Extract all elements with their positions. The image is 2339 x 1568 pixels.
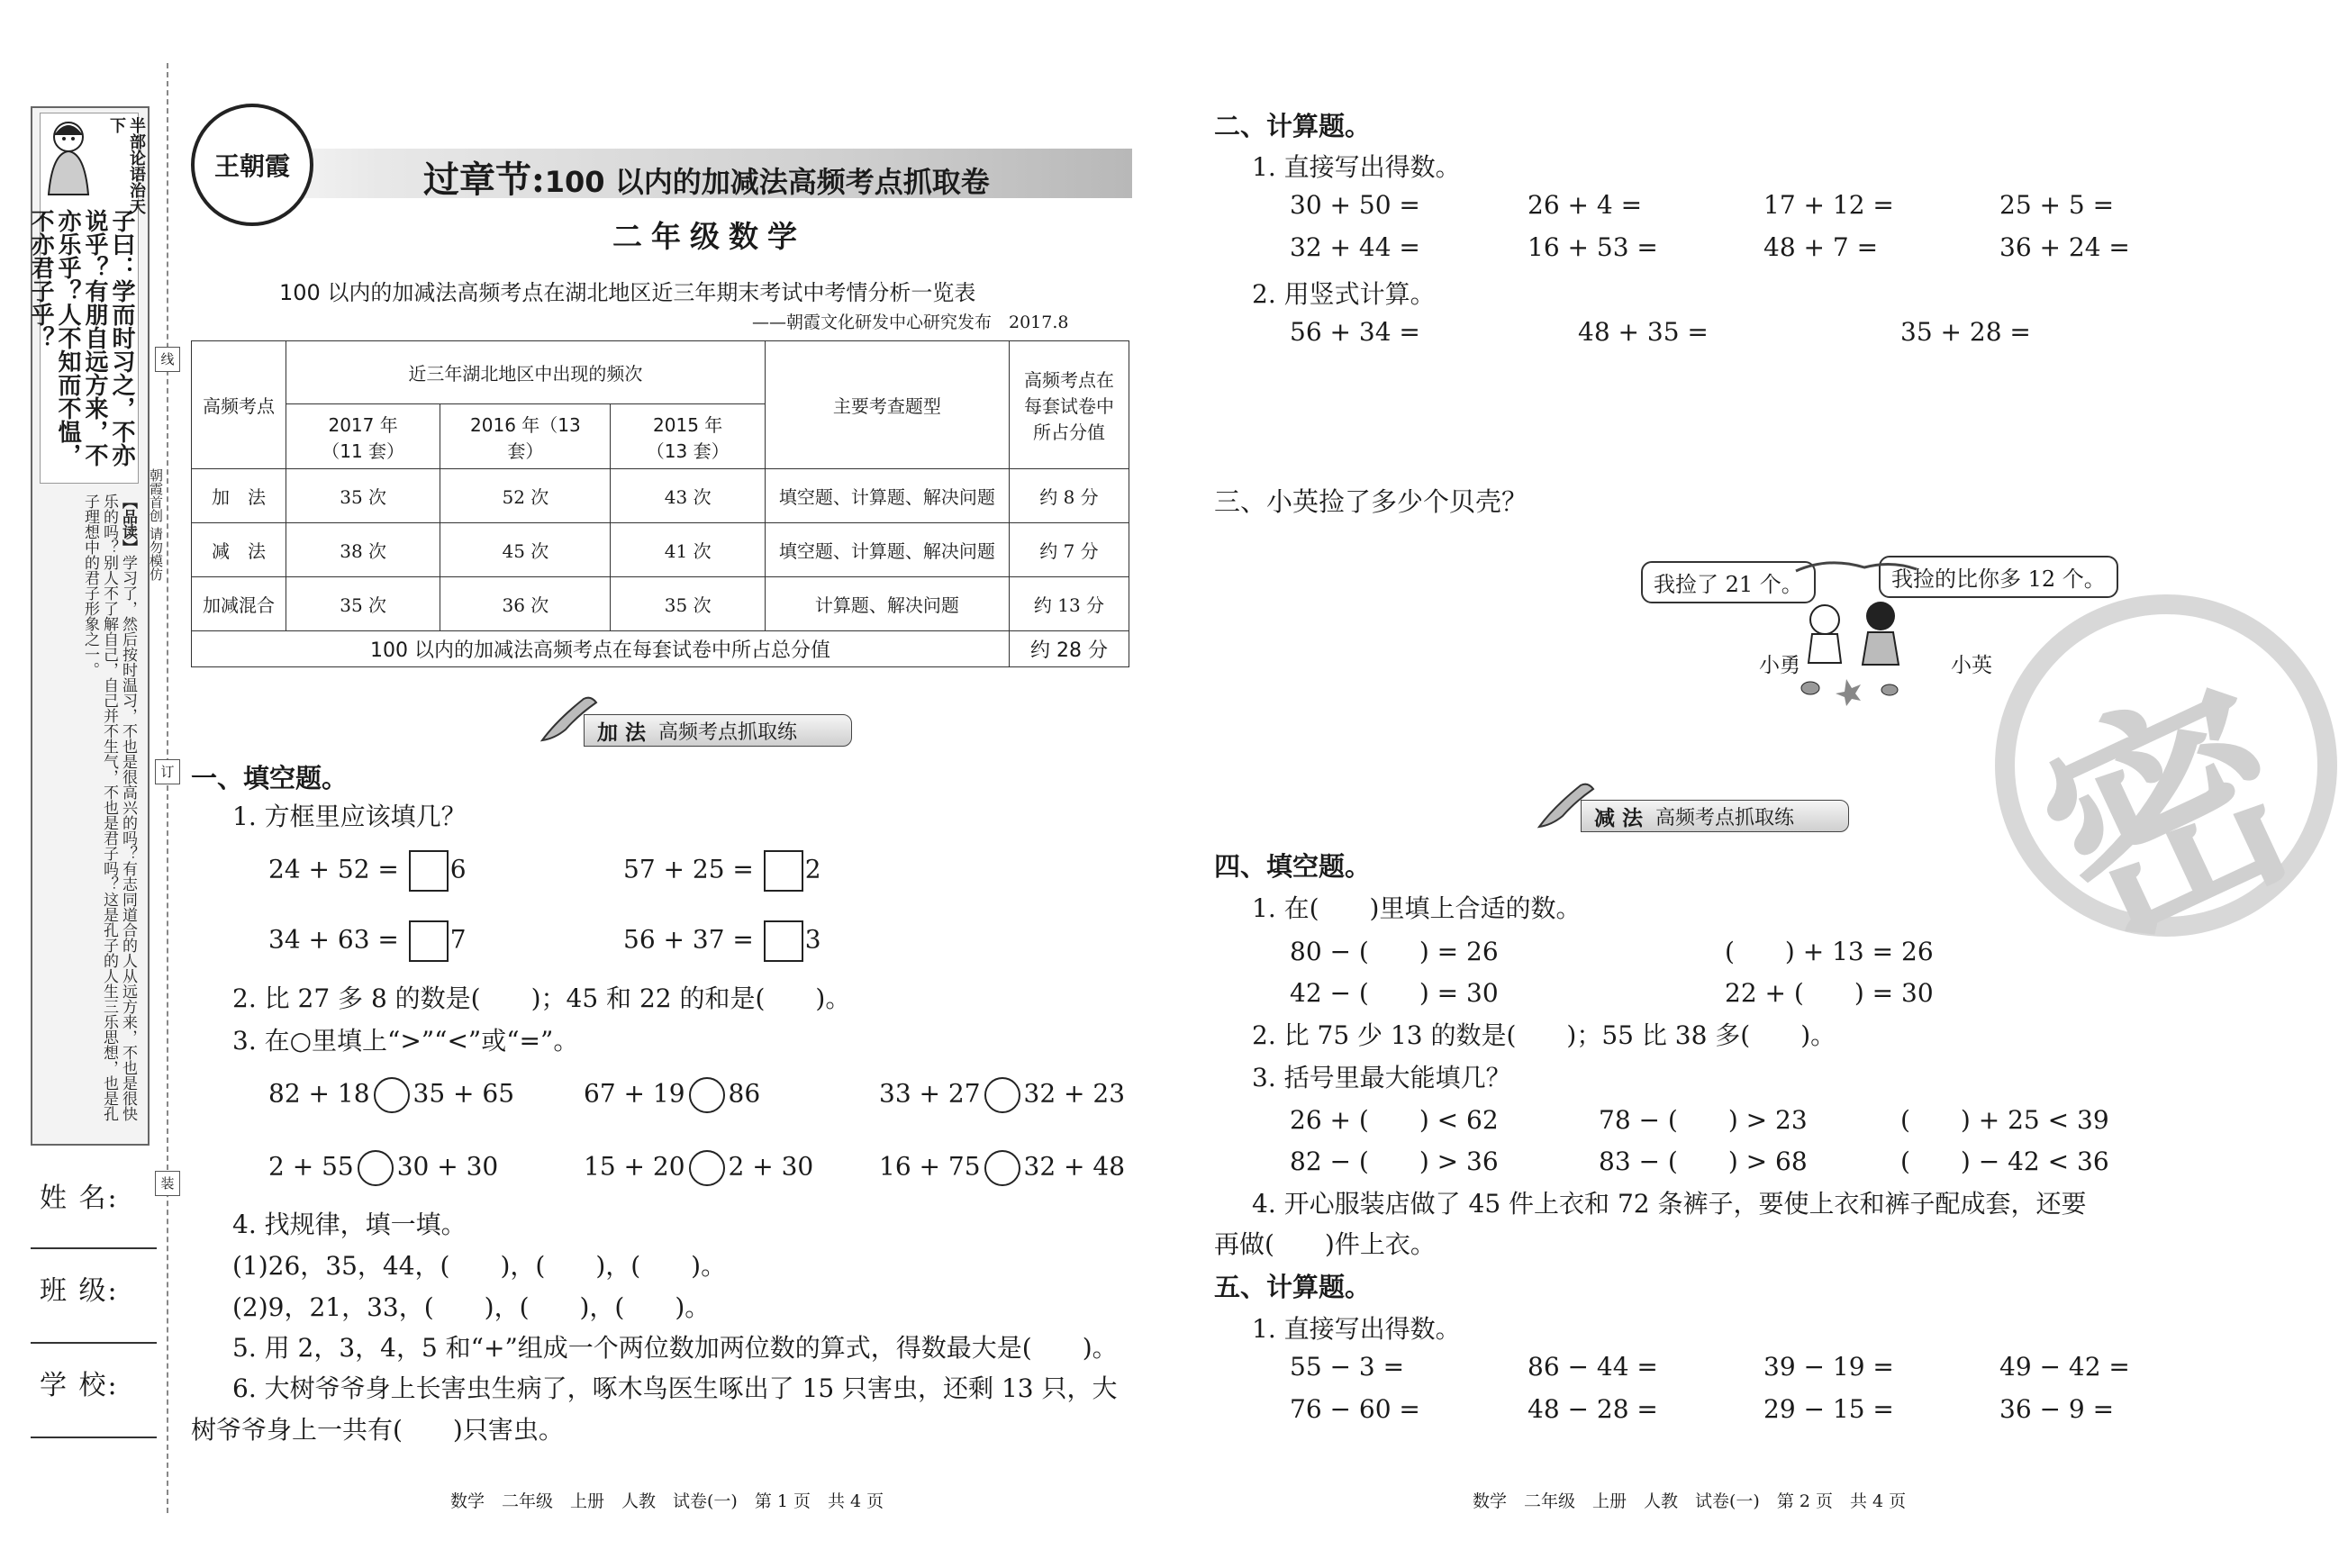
row-2015: 41 次: [611, 523, 765, 577]
speech-bubble-right: 我捡的比你多 12 个。: [1879, 556, 2118, 598]
q3-item: [268, 1150, 498, 1186]
table-row: [192, 577, 1129, 631]
calc-item: 55 − 3 =: [1290, 1352, 1405, 1382]
q1-expr: 57 + 25 =: [623, 854, 754, 884]
compare-circle[interactable]: [984, 1077, 1020, 1113]
row-types: 填空题、计算题、解决问题: [765, 523, 1009, 577]
q3-right: 32 + 48: [1023, 1151, 1126, 1182]
q3-item: [268, 1077, 514, 1113]
year-2015: 2015 年（13 套）: [611, 404, 765, 469]
table-title: 100 以内的加减法高频考点在湖北地区近三年期末考试中考情分析一览表: [279, 280, 976, 305]
q1-item: [268, 920, 467, 962]
d1-prompt: 1. 直接写出得数。: [1252, 1314, 1461, 1344]
q4-part-a: (1)26，35，44，( )，( )，( )。: [232, 1251, 727, 1281]
pill-text: 高频考点抓取练: [1655, 806, 1795, 829]
q4-prompt: 4. 找规律，填一填。: [232, 1210, 467, 1239]
row-topic: 加 法: [192, 469, 286, 523]
row-score: 约 13 分: [1009, 577, 1129, 631]
table-row: [192, 523, 1129, 577]
q1-digit: 7: [449, 924, 467, 955]
f4-line2: 再做( )件上衣。: [1214, 1229, 1436, 1259]
fill-item: 80 − ( ) = 26: [1290, 937, 1499, 966]
vertical-calc-item: 56 + 34 =: [1290, 317, 1420, 347]
q1-digit: 2: [804, 854, 821, 884]
c1-prompt: 1. 直接写出得数。: [1252, 152, 1461, 182]
q5-prompt: 5. 用 2，3，4，5 和“+”组成一个两位数加两位数的算式，得数最大是( )。: [232, 1333, 1118, 1363]
school-label: 学 校:: [40, 1370, 119, 1401]
answer-box[interactable]: [764, 850, 803, 892]
children-beach-illustration: [1792, 557, 1918, 701]
col-freq-group: 近三年湖北地区中出现的频次: [286, 341, 765, 404]
q3-right: 86: [728, 1078, 761, 1109]
total-label: 100 以内的加减法高频考点在每套试卷中所占总分值: [192, 631, 1010, 667]
q1-expr: 24 + 52 =: [268, 854, 399, 884]
section-pill-addition: [584, 714, 852, 747]
speech-bubble-left: 我捡了 21 个。: [1641, 561, 1816, 603]
page1-footer: 数学 二年级 上册 人教 试卷(一) 第 1 页 共 4 页: [450, 1491, 884, 1511]
compare-circle[interactable]: [689, 1077, 725, 1113]
fill-item: ( ) + 13 = 26: [1725, 937, 1934, 966]
section-4-title: 四、填空题。: [1214, 851, 1372, 882]
subject-grade: 二年级数学: [612, 219, 806, 254]
calc-item: 39 − 19 =: [1763, 1352, 1894, 1382]
copyright-note: 朝霞首创 请勿模仿: [148, 468, 164, 581]
vertical-calc-item: 48 + 35 =: [1578, 317, 1709, 347]
row-types: 填空题、计算题、解决问题: [765, 469, 1009, 523]
title-colon: :: [531, 159, 545, 201]
fill-item: 42 − ( ) = 30: [1290, 978, 1499, 1008]
ineq-item: ( ) − 42 < 36: [1900, 1147, 2109, 1176]
f3-prompt: 3. 括号里最大能填几？: [1252, 1063, 1511, 1092]
ineq-item: 82 − ( ) > 36: [1290, 1147, 1499, 1176]
section-3-title: 三、小英捡了多少个贝壳？: [1214, 486, 1528, 517]
row-2016: 36 次: [440, 577, 611, 631]
f4-line1: 4. 开心服装店做了 45 件上衣和 72 条裤子，要使上衣和裤子配成套，还要: [1252, 1189, 2087, 1219]
year-2017: 2017 年（11 套）: [286, 404, 440, 469]
col-score: 高频考点在每套试卷中所占分值: [1009, 341, 1129, 469]
confucius-figure: [36, 115, 101, 196]
section-1-title: 一、填空题。: [191, 763, 349, 793]
q1-item: [268, 850, 467, 892]
calc-item: 36 + 24 =: [1999, 232, 2130, 262]
q3-left: 33 + 27: [879, 1078, 981, 1109]
bind-mark-order: 订: [155, 759, 180, 784]
q3-right: 32 + 23: [1023, 1078, 1126, 1109]
ineq-item: 78 − ( ) > 23: [1599, 1105, 1808, 1135]
calc-item: 17 + 12 =: [1763, 190, 1894, 220]
reading-label: 【品读】: [119, 494, 137, 555]
q3-left: 67 + 19: [584, 1078, 685, 1109]
q6-line1: 6. 大树爷爷身上长害虫生病了，啄木鸟医生啄出了 15 只害虫，还剩 13 只，大: [232, 1373, 1118, 1403]
q3-right: 30 + 30: [396, 1151, 499, 1182]
row-2017: 35 次: [286, 577, 440, 631]
analysis-table: [191, 340, 1129, 667]
col-topic: 高频考点: [192, 341, 286, 469]
compare-circle[interactable]: [374, 1077, 410, 1113]
q1-expr: 34 + 63 =: [268, 924, 399, 955]
row-2016: 52 次: [440, 469, 611, 523]
calc-item: 48 − 28 =: [1528, 1394, 1658, 1424]
ineq-item: ( ) + 25 < 39: [1900, 1105, 2109, 1135]
name-label: 姓 名:: [40, 1183, 119, 1214]
q3-item: [584, 1150, 813, 1186]
child-name-right: 小英: [1951, 654, 1992, 677]
row-2016: 45 次: [440, 523, 611, 577]
calc-item: 36 − 9 =: [1999, 1394, 2115, 1424]
col-types: 主要考查题型: [765, 341, 1009, 469]
table-source: ——朝霞文化研发中心研究发布 2017.8: [752, 313, 1069, 332]
q3-item: [879, 1077, 1125, 1113]
calc-item: 29 − 15 =: [1763, 1394, 1894, 1424]
vertical-calc-item: 35 + 28 =: [1900, 317, 2031, 347]
page2-footer: 数学 二年级 上册 人教 试卷(一) 第 2 页 共 4 页: [1473, 1491, 1907, 1511]
f2-prompt: 2. 比 75 少 13 的数是( )；55 比 38 多( )。: [1252, 1020, 1836, 1050]
q3-left: 2 + 55: [268, 1151, 354, 1182]
title-main: 过章节: [423, 159, 531, 201]
q3-right: 35 + 65: [412, 1078, 515, 1109]
logo-text: 王朝霞: [213, 151, 290, 181]
total-value: 约 28 分: [1009, 631, 1129, 667]
answer-box[interactable]: [764, 920, 803, 962]
class-label: 班 级:: [40, 1275, 119, 1307]
q1-digit: 6: [449, 854, 467, 884]
year-2016: 2016 年（13 套）: [440, 404, 611, 469]
row-score: 约 7 分: [1009, 523, 1129, 577]
q3-left: 15 + 20: [584, 1151, 685, 1182]
row-types: 计算题、解决问题: [765, 577, 1009, 631]
answer-box[interactable]: [409, 920, 449, 962]
q3-left: 16 + 75: [879, 1151, 981, 1182]
c2-prompt: 2. 用竖式计算。: [1252, 279, 1436, 309]
calc-item: 26 + 4 =: [1528, 190, 1643, 220]
compare-circle[interactable]: [689, 1150, 725, 1186]
q1-item: [623, 850, 821, 892]
q4-part-b: (2)9，21，33，( )，( )，( )。: [232, 1292, 711, 1322]
row-2015: 43 次: [611, 469, 765, 523]
section-2-title: 二、计算题。: [1214, 111, 1372, 141]
row-topic: 减 法: [192, 523, 286, 577]
calc-item: 32 + 44 =: [1290, 232, 1420, 262]
calc-item: 49 − 42 =: [1999, 1352, 2130, 1382]
compare-circle[interactable]: [984, 1150, 1020, 1186]
f1-prompt: 1. 在( )里填上合适的数。: [1252, 893, 1582, 923]
class-field[interactable]: [31, 1342, 157, 1344]
q3-item: [584, 1077, 760, 1113]
calc-item: 86 − 44 =: [1528, 1352, 1658, 1382]
ineq-item: 83 − ( ) > 68: [1599, 1147, 1808, 1176]
motto-title: 半部论语治天下: [107, 117, 146, 214]
reading-body: 学习了，然后按时温习，不也是很高兴的吗？有志同道合的人从远方来，不也是很快乐的吗？别人不了解自己，自己并不生气，不也是君子吗？这是孔子的人生三乐思想，也是孔子理想中的君子形象之一。: [81, 494, 137, 1121]
fill-item: 22 + ( ) = 30: [1725, 978, 1934, 1008]
q6-line2: 树爷爷身上一共有( )只害虫。: [191, 1415, 564, 1445]
binding-line: [167, 63, 168, 1513]
calc-item: 48 + 7 =: [1763, 232, 1879, 262]
publisher-logo: [191, 104, 313, 226]
pill-text: 高频考点抓取练: [658, 721, 798, 744]
page-title: [423, 151, 990, 203]
confucius-quote: 子曰：学而时习之，不亦说乎？有朋自远方来，不亦乐乎？人不知而不愠，不亦君子乎？: [27, 209, 135, 467]
row-2017: 35 次: [286, 469, 440, 523]
name-field[interactable]: [31, 1247, 157, 1249]
pill-bold: 减 法: [1594, 805, 1644, 830]
school-field[interactable]: [31, 1437, 157, 1438]
calc-item: 30 + 50 =: [1290, 190, 1420, 220]
calc-item: 76 − 60 =: [1290, 1394, 1420, 1424]
q2-prompt: 2. 比 27 多 8 的数是( )；45 和 22 的和是( )。: [232, 983, 851, 1013]
table-row: [192, 469, 1129, 523]
child-name-left: 小勇: [1759, 654, 1800, 677]
q1-prompt: 1. 方框里应该填几？: [232, 802, 467, 831]
q3-item: [879, 1150, 1125, 1186]
reading-text: [47, 494, 137, 1124]
title-sub: 100 以内的加减法高频考点抓取卷: [544, 165, 990, 199]
row-score: 约 8 分: [1009, 469, 1129, 523]
compare-circle[interactable]: [358, 1150, 394, 1186]
pill-bold: 加 法: [597, 720, 647, 745]
row-2015: 35 次: [611, 577, 765, 631]
watermark-glyph: 密: [2006, 644, 2334, 990]
calc-item: 16 + 53 =: [1528, 232, 1658, 262]
q3-left: 82 + 18: [268, 1078, 370, 1109]
bind-mark-bind: 装: [155, 1171, 180, 1196]
row-2017: 38 次: [286, 523, 440, 577]
table-total-row: [192, 631, 1129, 667]
ineq-item: 26 + ( ) < 62: [1290, 1105, 1499, 1135]
bind-mark-line: 线: [155, 347, 180, 372]
section-5-title: 五、计算题。: [1214, 1272, 1372, 1302]
q1-item: [623, 920, 821, 962]
q3-prompt: 3. 在○里填上“>”“<”或“=”。: [232, 1026, 579, 1056]
q1-digit: 3: [804, 924, 821, 955]
q1-expr: 56 + 37 =: [623, 924, 754, 955]
section-pill-subtraction: [1581, 800, 1849, 832]
q3-right: 2 + 30: [728, 1151, 814, 1182]
calc-item: 25 + 5 =: [1999, 190, 2115, 220]
answer-box[interactable]: [409, 850, 449, 892]
row-topic: 加减混合: [192, 577, 286, 631]
